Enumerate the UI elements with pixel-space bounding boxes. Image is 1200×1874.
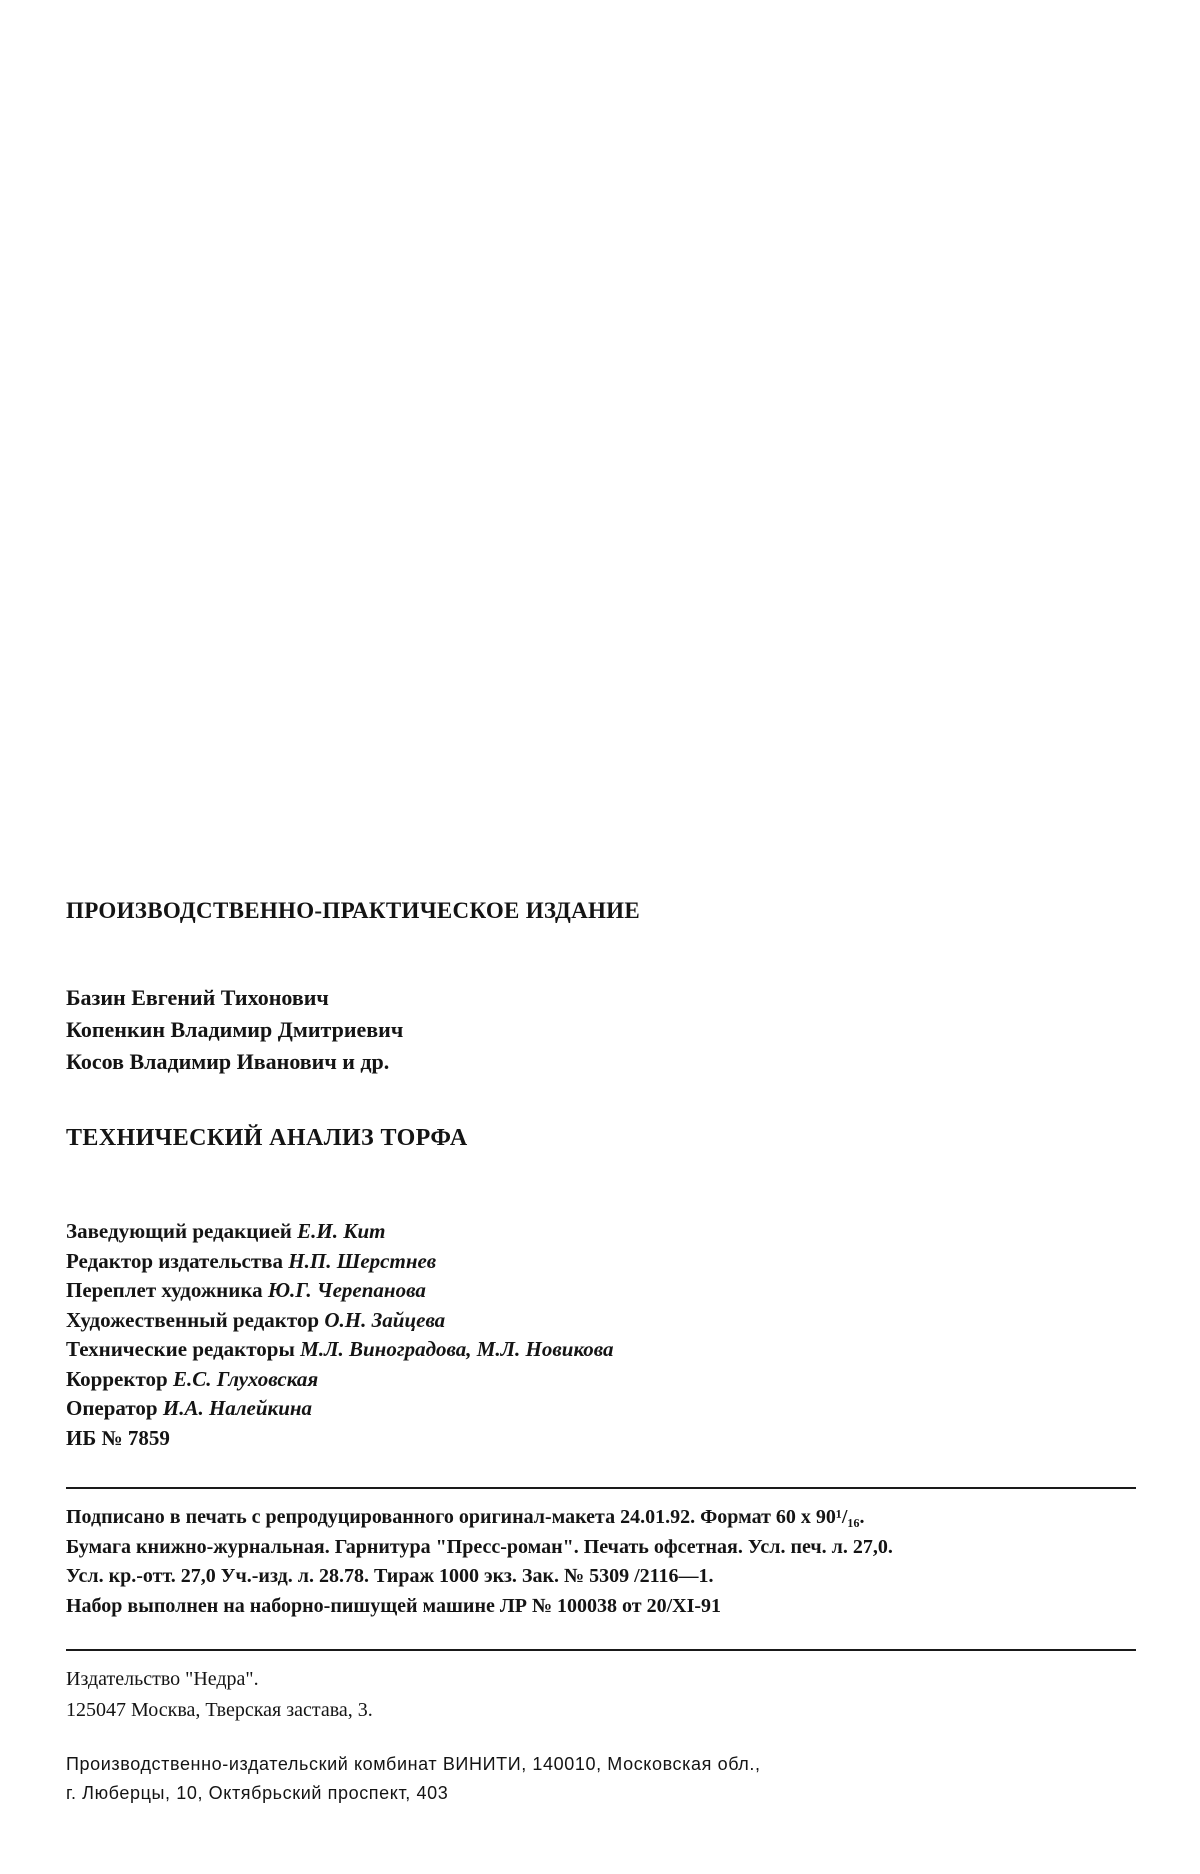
printer-line: г. Люберцы, 10, Октябрьский проспект, 403 <box>66 1783 449 1803</box>
staff-row <box>66 1335 1146 1365</box>
staff-row <box>66 1247 1146 1277</box>
staff-name: Ю.Г. Черепанова <box>267 1278 426 1302</box>
book-title: ТЕХНИЧЕСКИЙ АНАЛИЗ ТОРФА <box>66 1125 468 1151</box>
staff-row <box>66 1394 1146 1424</box>
staff-name: Е.И. Кит <box>297 1219 386 1243</box>
staff-row <box>66 1365 1146 1395</box>
top-divider <box>66 1487 1136 1489</box>
publisher-address <box>66 1664 1146 1726</box>
staff-role: Переплет художника <box>66 1278 263 1302</box>
author-line: Косов Владимир Иванович и др. <box>66 1049 390 1074</box>
staff-credits <box>66 1217 1146 1453</box>
staff-name: О.Н. Зайцева <box>324 1307 446 1332</box>
staff-row <box>66 1276 1146 1306</box>
staff-role: Редактор издательства <box>66 1248 284 1273</box>
publisher-line: 125047 Москва, Тверская застава, 3. <box>66 1699 373 1721</box>
imprint-line: Усл. кр.-отт. 27,0 Уч.-изд. л. 28.78. Тираж 1000 экз. Зак. № 5309 /2116—1. <box>66 1565 714 1587</box>
imprint-details <box>66 1503 1146 1621</box>
imprint-line: Бумага книжно-журнальная. Гарнитура "Пресс-роман". Печать офсетная. Усл. печ. л. 27,0. <box>66 1535 893 1558</box>
staff-name: И.А. Налейкина <box>162 1396 313 1420</box>
staff-role: Заведующий редакцией <box>66 1219 292 1243</box>
staff-name: М.Л. Виноградова, М.Л. Новикова <box>300 1337 614 1361</box>
authors-list <box>66 982 1146 1078</box>
staff-row <box>66 1217 1146 1247</box>
staff-role: Корректор <box>66 1366 168 1391</box>
printer-address <box>66 1750 1146 1808</box>
ib-number <box>66 1424 1146 1454</box>
author-line: Копенкин Владимир Дмитриевич <box>66 1017 404 1042</box>
printer-line: Производственно-издательский комбинат ВИНИТИ, 140010, Московская обл., <box>66 1754 761 1774</box>
staff-row <box>66 1306 1146 1336</box>
imprint-line: Набор выполнен на наборно-пишущей машине ЛР № 100038 от 20/XI-91 <box>66 1594 722 1617</box>
staff-role: Оператор <box>66 1396 158 1420</box>
staff-name: Н.П. Шерстнев <box>288 1248 437 1273</box>
bottom-divider <box>66 1649 1136 1651</box>
staff-name: Е.С. Глуховская <box>172 1366 319 1391</box>
author-line: Базин Евгений Тихонович <box>66 985 329 1010</box>
staff-role: Технические редакторы <box>66 1337 295 1361</box>
publisher-line: Издательство "Недра". <box>66 1668 259 1690</box>
staff-role: Художественный редактор <box>66 1307 320 1332</box>
imprint-line: Подписано в печать с репродуцированного оригинал-макета 24.01.92. Формат 60 х 90¹/₁₆. <box>66 1506 865 1528</box>
edition-type: ПРОИЗВОДСТВЕННО-ПРАКТИЧЕСКОЕ ИЗДАНИЕ <box>66 898 641 923</box>
ib-number-label: ИБ № 7859 <box>66 1425 170 1450</box>
